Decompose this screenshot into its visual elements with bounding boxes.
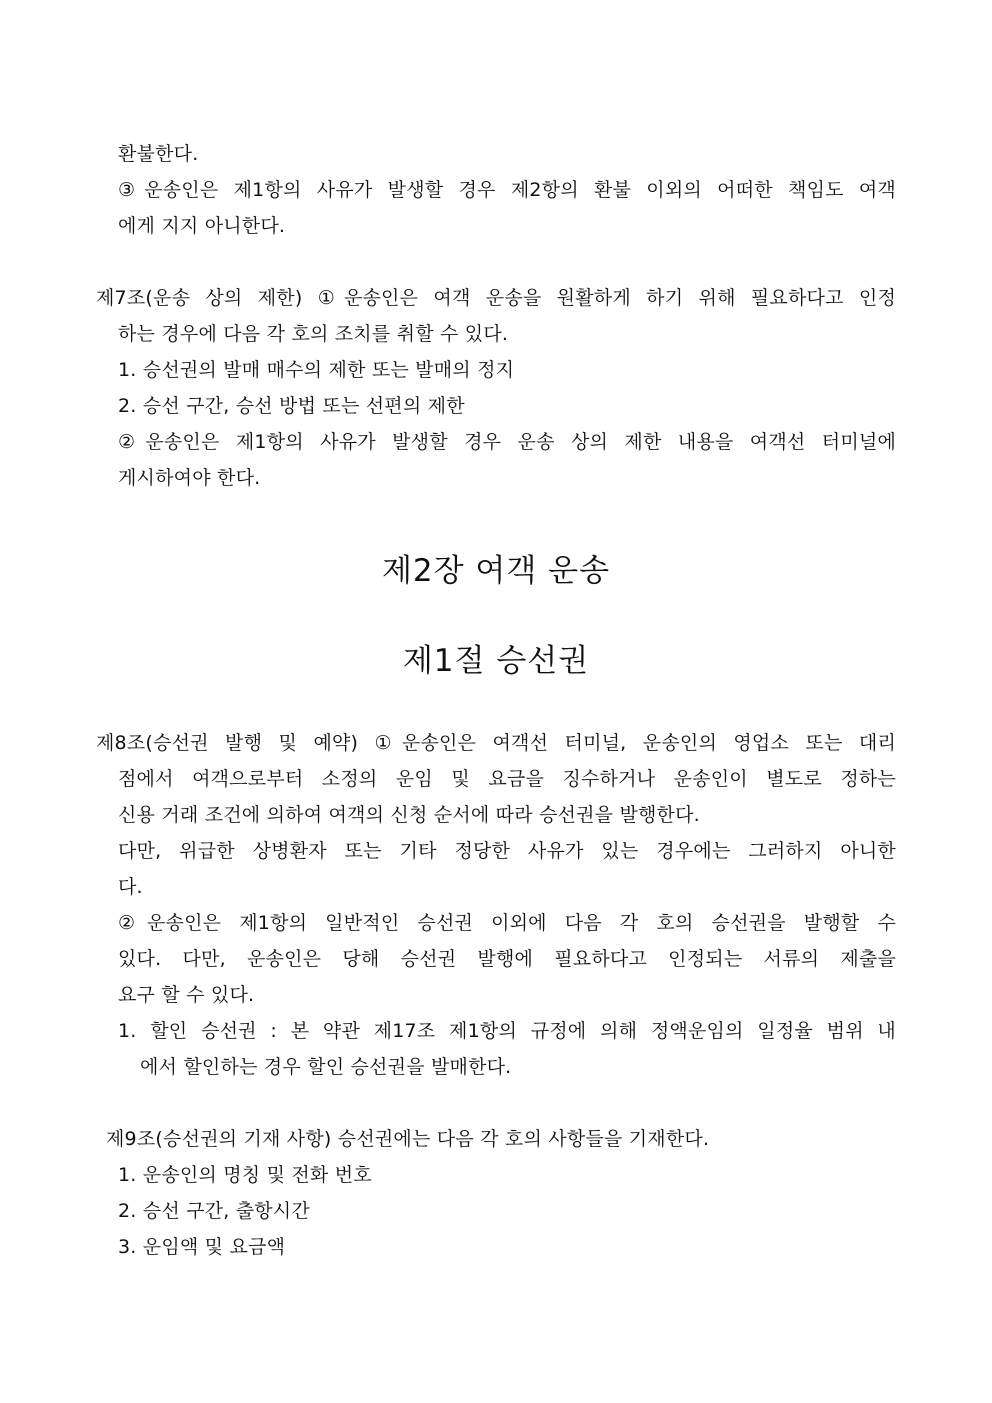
- art9-item-2: 2. 승선 구간, 출항시간: [118, 1200, 310, 1222]
- section-heading: 제1절 승선권: [402, 643, 590, 679]
- art6-line-1: 환불한다.: [118, 143, 199, 165]
- art8-item-1-line-1: 1. 할인 승선권 : 본 약관 제17조 제1항의 규정에 의해 정액운임의 일정율 범위 내: [118, 1020, 896, 1042]
- art9-line-1: 제9조(승선권의 기재 사항) 승선권에는 다음 각 호의 사항들을 기재한다.: [106, 1128, 710, 1150]
- art9-item-1: 1. 운송인의 명칭 및 전화 번호: [118, 1164, 372, 1186]
- art7-item-2: 2. 승선 구간, 승선 방법 또는 선편의 제한: [118, 395, 465, 417]
- art8-line-2: 점에서 여객으로부터 소정의 운임 및 요금을 징수하거나 운송인이 별도로 정하는: [118, 768, 896, 790]
- art7-line-1: 제7조(운송 상의 제한) ①운송인은 여객 운송을 원활하게 하기 위해 필요하다고 인정: [96, 287, 896, 309]
- art7-paragraph-2-line-1: ②운송인은 제1항의 사유가 발생할 경우 운송 상의 제한 내용을 여객선 터미널에: [118, 431, 896, 453]
- art7-item-1: 1. 승선권의 발매 매수의 제한 또는 발매의 정지: [118, 359, 515, 381]
- art8-paragraph-2-line-3: 요구 할 수 있다.: [118, 984, 255, 1006]
- art8-paragraph-2-line-1: ②운송인은 제1항의 일반적인 승선권 이외에 다음 각 호의 승선권을 발행할 수: [118, 912, 896, 934]
- art8-paragraph-2-line-2: 있다. 다만, 운송인은 당해 승선권 발행에 필요하다고 인정되는 서류의 제출을: [118, 948, 896, 970]
- art6-paragraph-3-line-1: ③운송인은 제1항의 사유가 발생할 경우 제2항의 환불 이외의 어떠한 책임도 여객: [118, 179, 896, 201]
- art8-line-3: 신용 거래 조건에 의하여 여객의 신청 순서에 따라 승선권을 발행한다.: [118, 804, 700, 826]
- art6-paragraph-3-line-2: 에게 지지 아니한다.: [118, 215, 286, 237]
- art8-line-5: 다.: [118, 876, 143, 898]
- art8-item-1-line-2: 에서 할인하는 경우 할인 승선권을 발매한다.: [140, 1056, 512, 1078]
- art7-line-2: 하는 경우에 다음 각 호의 조치를 취할 수 있다.: [118, 323, 509, 345]
- art8-line-1: 제8조(승선권 발행 및 예약) ①운송인은 여객선 터미널, 운송인의 영업소 또는 대리: [96, 732, 896, 754]
- art7-paragraph-2-line-2: 게시하여야 한다.: [118, 467, 261, 489]
- art8-line-4: 다만, 위급한 상병환자 또는 기타 정당한 사유가 있는 경우에는 그러하지 아니한: [118, 840, 896, 862]
- art9-item-3: 3. 운임액 및 요금액: [118, 1236, 286, 1258]
- chapter-heading: 제2장 여객 운송: [381, 553, 611, 589]
